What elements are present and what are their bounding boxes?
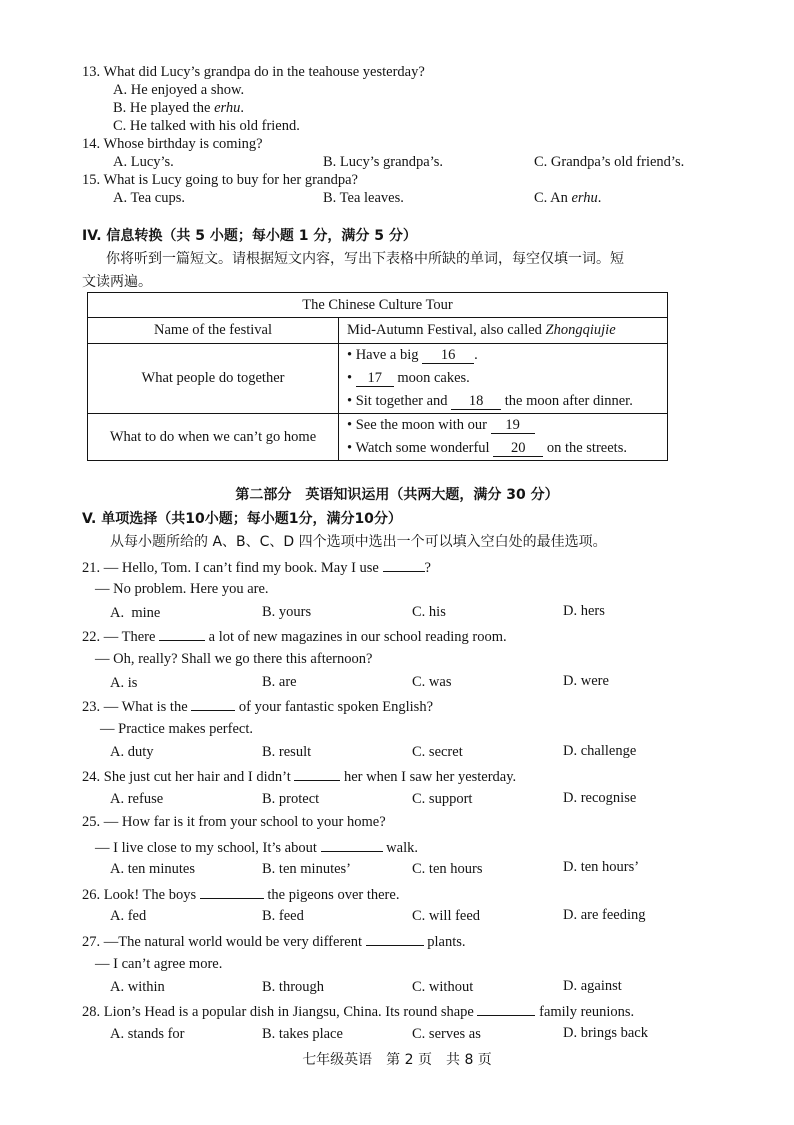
row-festival-value: Mid-Autumn Festival, also called Zhongqiujie — [339, 318, 668, 344]
section4-instruction-line2: 文读两遍。 — [82, 274, 152, 290]
q28-option-b: B. takes place — [262, 1026, 343, 1042]
q23-stem: 23. — What is the of your fantastic spoken English? — [82, 696, 433, 716]
page-footer: 七年级英语 第 2 页 共 8 页 — [302, 1052, 492, 1068]
q25-option-b: B. ten minutes’ — [262, 861, 352, 877]
q27-blank — [366, 931, 424, 946]
q21-option-b: B. yours — [262, 604, 312, 620]
q27-option-b: B. through — [262, 979, 325, 995]
q28-option-c: C. serves as — [412, 1026, 481, 1042]
q24-stem: 24. She just cut her hair and I didn’t her when I saw her yesterday. — [82, 766, 516, 786]
q25-reply: — I live close to my school, It’s about walk. — [95, 837, 418, 857]
q23-reply: — Practice makes perfect. — [100, 721, 253, 737]
q27-option-d: D. against — [563, 978, 622, 994]
q22-reply: — Oh, really? Shall we go there this afternoon? — [95, 651, 373, 667]
row-together-value — [339, 344, 668, 414]
q26-stem: 26. Look! The boys the pigeons over there. — [82, 884, 399, 904]
q13-stem: 13. What did Lucy’s grandpa do in the teahouse yesterday? — [82, 64, 425, 80]
q22-option-d: D. were — [563, 673, 609, 689]
q26-option-c: C. will feed — [412, 908, 481, 924]
q14-option-c: C. Grandpa’s old friend’s. — [534, 154, 685, 170]
q27-option-c: C. without — [412, 979, 474, 995]
q23-option-d: D. challenge — [563, 743, 637, 759]
q15-option-a: A. Tea cups. — [113, 190, 186, 206]
q25-option-a: A. ten minutes — [110, 861, 195, 877]
q25-option-c: C. ten hours — [412, 861, 483, 877]
q25-stem: 25. — How far is it from your school to your home? — [82, 814, 386, 830]
row-together-label: What people do together — [88, 344, 339, 414]
q22-option-b: B. are — [262, 674, 297, 690]
q26-option-d: D. are feeding — [563, 907, 646, 923]
q22-option-a: A. is — [110, 675, 138, 691]
item-20: • Watch some wonderful 20 on the streets. — [347, 440, 627, 456]
q21-reply: — No problem. Here you are. — [95, 581, 269, 597]
q26-option-a: A. fed — [110, 908, 147, 924]
q13-option-c: C. He talked with his old friend. — [113, 118, 300, 134]
q24-option-b: B. protect — [262, 791, 320, 807]
row-cant-go-home-value — [339, 414, 668, 461]
q15-option-b: B. Tea leaves. — [323, 190, 404, 206]
answer-blank-18: 18 — [451, 393, 501, 410]
q23-option-b: B. result — [262, 744, 312, 760]
table-title: The Chinese Culture Tour — [88, 293, 668, 318]
q28-option-d: D. brings back — [563, 1025, 648, 1041]
q13-option-b: B. He played the erhu. — [113, 100, 245, 116]
item-16: • Have a big 16 . — [347, 347, 478, 363]
section5-title: V. 单项选择（共10小题；每小题1分，满分10分） — [82, 511, 402, 527]
q21-stem: 21. — Hello, Tom. I can’t find my book. May I use ? — [82, 557, 431, 577]
answer-blank-19: 19 — [491, 417, 535, 434]
answer-blank-17: 17 — [356, 370, 394, 387]
q24-option-c: C. support — [412, 791, 473, 807]
q27-stem: 27. —The natural world would be very different plants. — [82, 931, 466, 951]
q14-option-a: A. Lucy’s. — [113, 154, 174, 170]
q22-blank — [159, 626, 205, 641]
q28-option-a: A. stands for — [110, 1026, 185, 1042]
q24-blank — [294, 766, 340, 781]
q21-blank — [383, 557, 425, 572]
item-19: • See the moon with our 19 — [347, 414, 661, 437]
q21-option-a: A. mine — [110, 605, 161, 621]
q25-blank — [321, 837, 383, 852]
q28-stem: 28. Lion’s Head is a popular dish in Jiangsu, China. Its round shape family reunions. — [82, 1001, 634, 1021]
q27-reply: — I can’t agree more. — [95, 956, 223, 972]
q27-option-a: A. within — [110, 979, 165, 995]
q23-option-c: C. secret — [412, 744, 463, 760]
section4-title: IV. 信息转换（共 5 小题；每小题 1 分，满分 5 分） — [82, 228, 417, 244]
q21-option-c: C. his — [412, 604, 446, 620]
part2-title: 第二部分 英语知识运用（共两大题，满分 30 分） — [235, 487, 559, 503]
q24-option-a: A. refuse — [110, 791, 164, 807]
item-18: • Sit together and 18 the moon after dinner. — [347, 393, 633, 409]
q23-option-a: A. duty — [110, 744, 154, 760]
item-17: • 17 moon cakes. — [347, 370, 470, 386]
q21-option-d: D. hers — [563, 603, 605, 619]
q22-stem: 22. — There a lot of new magazines in our school reading room. — [82, 626, 507, 646]
answer-blank-20: 20 — [493, 440, 543, 457]
q28-blank — [477, 1001, 535, 1016]
q13-option-a: A. He enjoyed a show. — [113, 82, 245, 98]
q23-blank — [191, 696, 235, 711]
q14-stem: 14. Whose birthday is coming? — [82, 136, 263, 152]
answer-blank-16: 16 — [422, 347, 474, 364]
q15-stem: 15. What is Lucy going to buy for her grandpa? — [82, 172, 358, 188]
q22-option-c: C. was — [412, 674, 452, 690]
q26-option-b: B. feed — [262, 908, 304, 924]
q25-option-d: D. ten hours’ — [563, 859, 640, 875]
q14-option-b: B. Lucy’s grandpa’s. — [323, 154, 444, 170]
q15-option-c: C. An erhu. — [534, 190, 602, 206]
section4-instruction-line1: 你将听到一篇短文。请根据短文内容，写出下表格中所缺的单词，每空仅填一词。短 — [106, 251, 624, 267]
q24-option-d: D. recognise — [563, 790, 637, 806]
row-festival-label: Name of the festival — [88, 318, 339, 344]
row-cant-go-home-label: What to do when we can’t go home — [88, 414, 339, 461]
culture-tour-table — [87, 292, 668, 461]
section5-instruction: 从每小题所给的 A、B、C、D 四个选项中选出一个可以填入空白处的最佳选项。 — [110, 534, 607, 550]
q26-blank — [200, 884, 264, 899]
